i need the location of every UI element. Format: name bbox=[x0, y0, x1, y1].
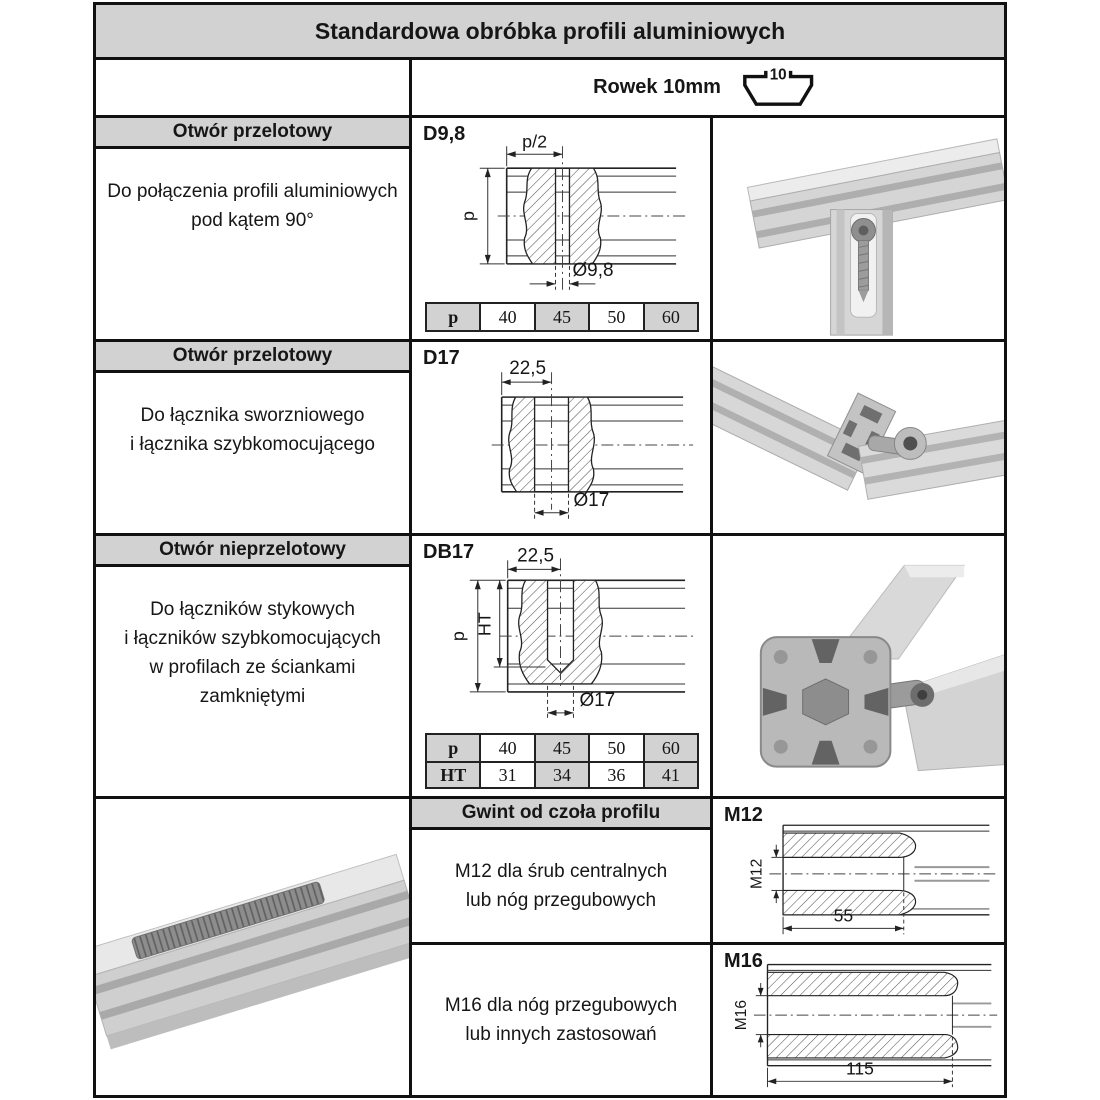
d98-dim-left: p bbox=[457, 211, 478, 222]
processing-table bbox=[93, 2, 1007, 1098]
groove-width-label: 10 bbox=[769, 65, 787, 83]
row3-desc-line: w profilach ze ściankami bbox=[149, 657, 356, 678]
spec-header-p: p bbox=[427, 304, 479, 330]
spec-value: 50 bbox=[588, 304, 642, 330]
profile-face-thread-cutaway-photo bbox=[96, 799, 409, 1095]
row3-code-label: DB17 bbox=[423, 541, 475, 563]
spec-value: 34 bbox=[534, 763, 588, 787]
m16-dim-left: M16 bbox=[733, 999, 751, 1031]
d98-dim-top: p/2 bbox=[522, 131, 548, 152]
row5-description-cell bbox=[412, 945, 710, 1095]
row2-photo-cell bbox=[713, 342, 1004, 533]
db17-dim-bottom: Ø17 bbox=[579, 689, 616, 711]
row5-code-label: M16 bbox=[724, 950, 763, 972]
row5-drawing-cell bbox=[713, 945, 1004, 1095]
row3-drawing-cell bbox=[412, 536, 710, 796]
profiles-pin-connector-photo bbox=[713, 342, 1004, 533]
row3-section-header: Otwór nieprzelotowy bbox=[96, 536, 409, 567]
row2-desc-line: Do łącznika sworzniowego bbox=[140, 405, 365, 426]
row3-photo-cell bbox=[713, 536, 1004, 796]
row5-desc-line: lub innych zastosowań bbox=[465, 1024, 657, 1045]
row3-description bbox=[96, 567, 409, 796]
row4-description bbox=[412, 830, 710, 942]
spec-header-ht: HT bbox=[427, 763, 479, 787]
m12-dim-left: M12 bbox=[748, 858, 766, 890]
row4-section-header: Gwint od czoła profilu bbox=[412, 799, 710, 830]
row1-spec-table bbox=[425, 302, 699, 332]
spec-header-p: p bbox=[427, 735, 479, 761]
spec-value: 45 bbox=[534, 304, 588, 330]
db17-dim-top: 22,5 bbox=[517, 545, 554, 567]
spec-value: 40 bbox=[479, 735, 533, 761]
row5-desc-line: M16 dla nóg przegubowych bbox=[444, 995, 678, 1016]
spec-value: 41 bbox=[643, 763, 697, 787]
spec-value: 60 bbox=[643, 304, 697, 330]
m16-dim-bottom: 115 bbox=[846, 1058, 874, 1079]
row2-drawing-cell bbox=[412, 342, 710, 533]
row2-desc-line: i łącznika szybkomocującego bbox=[129, 434, 375, 455]
page-title: Standardowa obróbka profili aluminiowych bbox=[96, 5, 1004, 57]
d17-dim-bottom: Ø17 bbox=[573, 489, 610, 511]
row3-desc-line: i łączników szybkomocujących bbox=[124, 628, 381, 649]
spec-value: 31 bbox=[479, 763, 533, 787]
groove-row-cell bbox=[412, 60, 1004, 115]
db17-dim-left-outer: p bbox=[447, 631, 468, 642]
row4-desc-line: M12 dla śrub centralnych bbox=[454, 861, 668, 882]
row1-photo-cell bbox=[713, 118, 1004, 339]
row1-section-header: Otwór przelotowy bbox=[96, 118, 409, 149]
m12-dim-bottom: 55 bbox=[833, 905, 854, 926]
row2-description-cell bbox=[96, 342, 409, 533]
row2-description bbox=[96, 373, 409, 533]
spec-value: 45 bbox=[534, 735, 588, 761]
row1-drawing-cell bbox=[412, 118, 710, 339]
spec-value: 60 bbox=[643, 735, 697, 761]
row1-desc-line: pod kątem 90° bbox=[191, 210, 314, 231]
d98-dim-bottom: Ø9,8 bbox=[572, 259, 614, 281]
row1-description-cell bbox=[96, 118, 409, 339]
row4-drawing-cell bbox=[713, 799, 1004, 942]
spec-value: 40 bbox=[479, 304, 533, 330]
row3-desc-line: zamkniętymi bbox=[199, 686, 306, 707]
row3-desc-line: Do łączników stykowych bbox=[150, 599, 355, 620]
row1-description bbox=[96, 149, 409, 339]
closed-profile-section-connector-photo bbox=[713, 536, 1004, 796]
row4-description-cell bbox=[412, 799, 710, 942]
d17-technical-drawing bbox=[412, 342, 710, 533]
row4-code-label: M12 bbox=[724, 804, 763, 826]
spec-value: 50 bbox=[588, 735, 642, 761]
t-slot-groove-icon bbox=[741, 66, 823, 110]
row4-5-photo-cell bbox=[96, 799, 409, 1095]
row3-spec-table bbox=[425, 733, 699, 789]
d17-dim-top: 22,5 bbox=[509, 358, 547, 380]
row4-desc-line: lub nóg przegubowych bbox=[465, 890, 657, 911]
groove-row-empty-cell bbox=[96, 60, 409, 115]
spec-value: 36 bbox=[588, 763, 642, 787]
profiles-90deg-central-bolt-photo bbox=[713, 118, 1004, 339]
row1-code-label: D9,8 bbox=[423, 123, 466, 145]
row2-section-header: Otwór przelotowy bbox=[96, 342, 409, 373]
groove-label: Rowek 10mm bbox=[593, 76, 721, 98]
row2-code-label: D17 bbox=[423, 347, 460, 369]
row3-description-cell bbox=[96, 536, 409, 796]
row5-description bbox=[412, 945, 710, 1095]
db17-dim-left-inner: HT bbox=[474, 612, 495, 637]
row1-desc-line: Do połączenia profili aluminiowych bbox=[107, 181, 398, 202]
